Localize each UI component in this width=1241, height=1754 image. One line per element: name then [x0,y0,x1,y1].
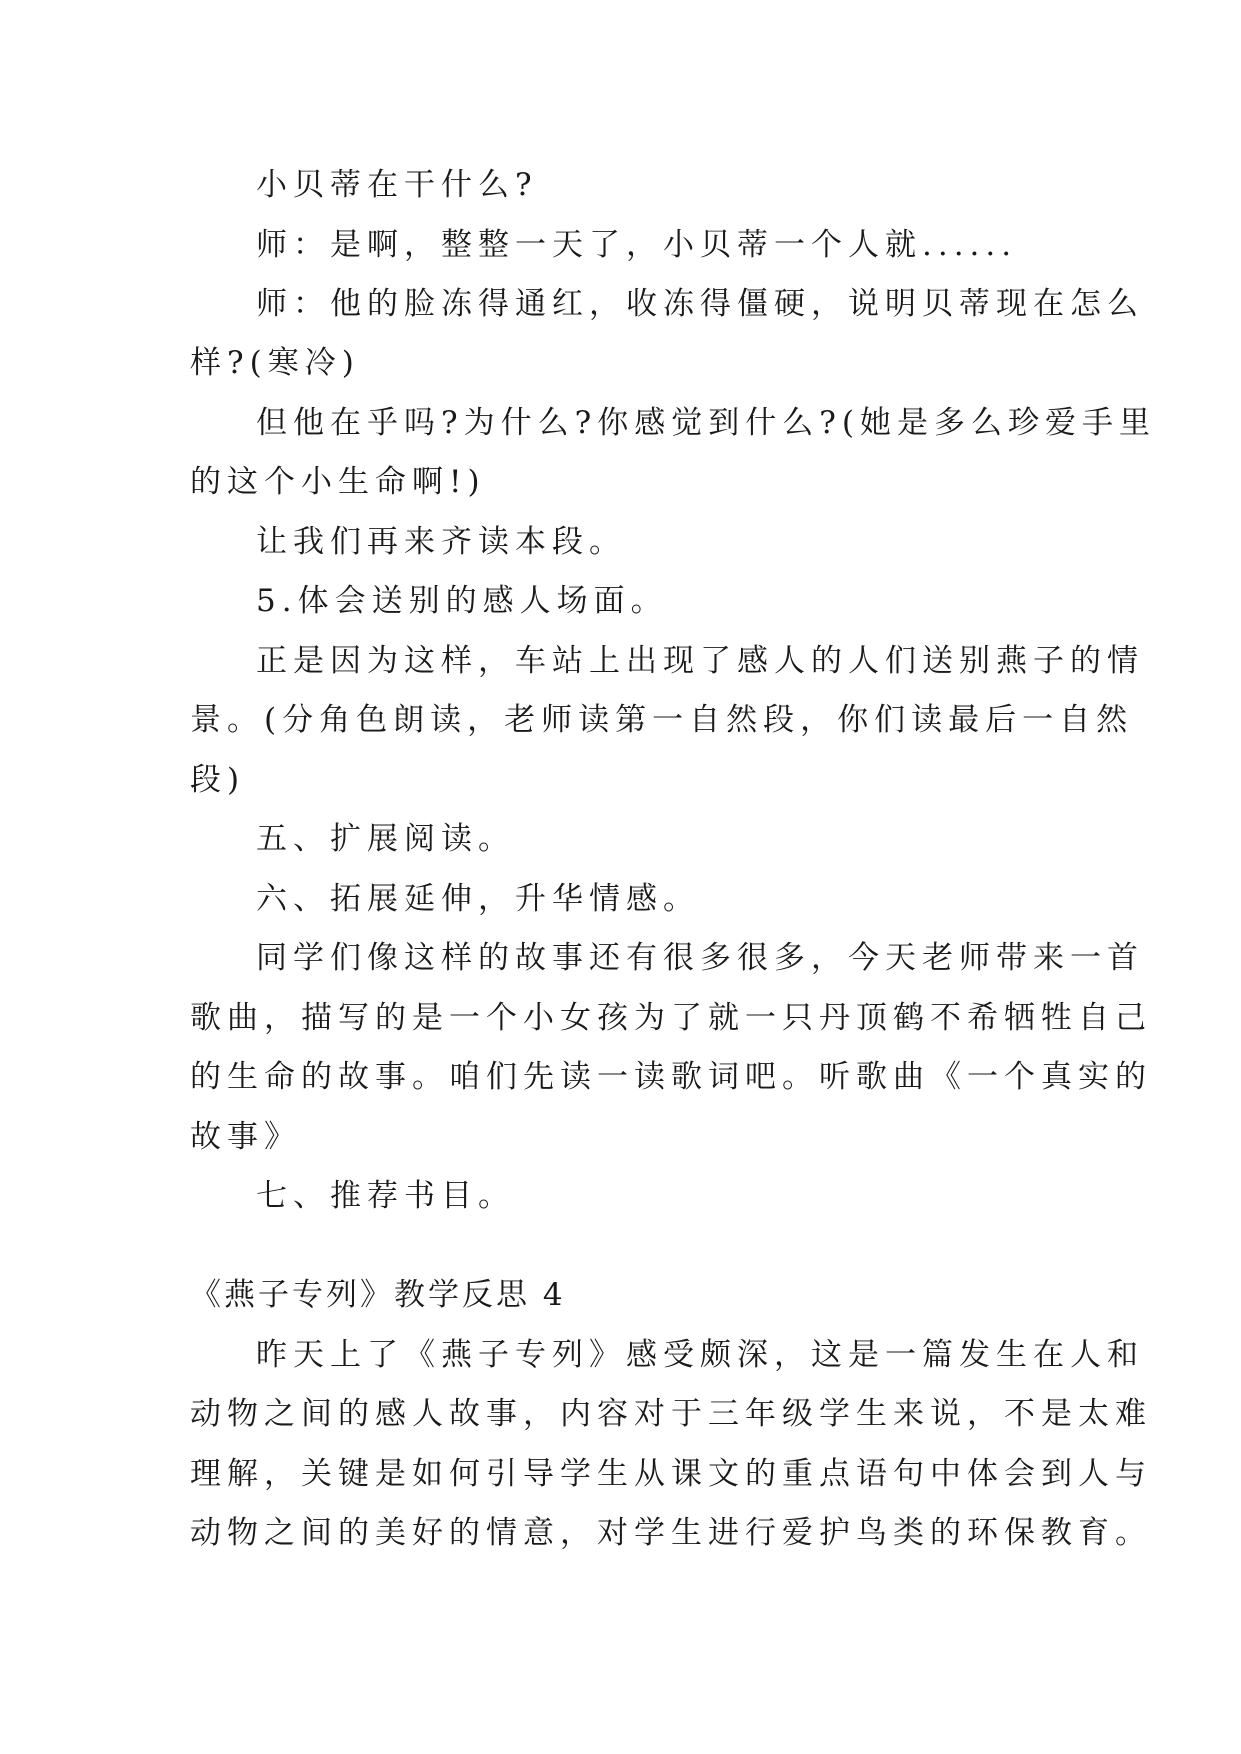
paragraph-line: 但他在乎吗?为什么?你感觉到什么?(她是多么珍爱手里 [256,405,1156,441]
paragraph-line: 动物之间的美好的情意，对学生进行爱护鸟类的环保教育。 [190,1515,1152,1551]
paragraph-line: 歌曲，描写的是一个小女孩为了就一只丹顶鹤不希牺牲自己 [190,1000,1152,1036]
paragraph-line: 理解，关键是如何引导学生从课文的重点语句中体会到人与 [190,1456,1152,1492]
paragraph-line: 师：是啊，整整一天了，小贝蒂一个人就...... [256,227,1018,263]
paragraph-line: 景。(分角色朗读，老师读第一自然段，你们读最后一自然 [190,702,1134,738]
paragraph-line: 正是因为这样，车站上出现了感人的人们送别燕子的情 [256,643,1144,679]
paragraph-line: 让我们再来齐读本段。 [256,524,626,560]
paragraph-line: 小贝蒂在干什么? [256,167,538,203]
paragraph-line: 师：他的脸冻得通红，收冻得僵硬，说明贝蒂现在怎么 [256,286,1144,322]
section-title: 《燕子专列》教学反思 4 [190,1277,566,1313]
paragraph-line: 同学们像这样的故事还有很多很多，今天老师带来一首 [256,940,1144,976]
paragraph-line: 样?(寒冷) [190,345,360,381]
paragraph-line: 六、拓展延伸，升华情感。 [256,881,700,917]
paragraph-line: 的这个小生命啊!) [190,464,486,500]
paragraph-line: 的生命的故事。咱们先读一读歌词吧。听歌曲《一个真实的 [190,1059,1152,1095]
paragraph-line: 昨天上了《燕子专列》感受颇深，这是一篇发生在人和 [256,1337,1144,1373]
paragraph-line: 七、推荐书目。 [256,1178,515,1214]
paragraph-line: 动物之间的感人故事，内容对于三年级学生来说，不是太难 [190,1396,1152,1432]
paragraph-line: 故事》 [190,1119,301,1155]
paragraph-line: 5.体会送别的感人场面。 [256,583,668,619]
paragraph-line: 五、扩展阅读。 [256,821,515,857]
paragraph-line: 段) [190,762,246,798]
